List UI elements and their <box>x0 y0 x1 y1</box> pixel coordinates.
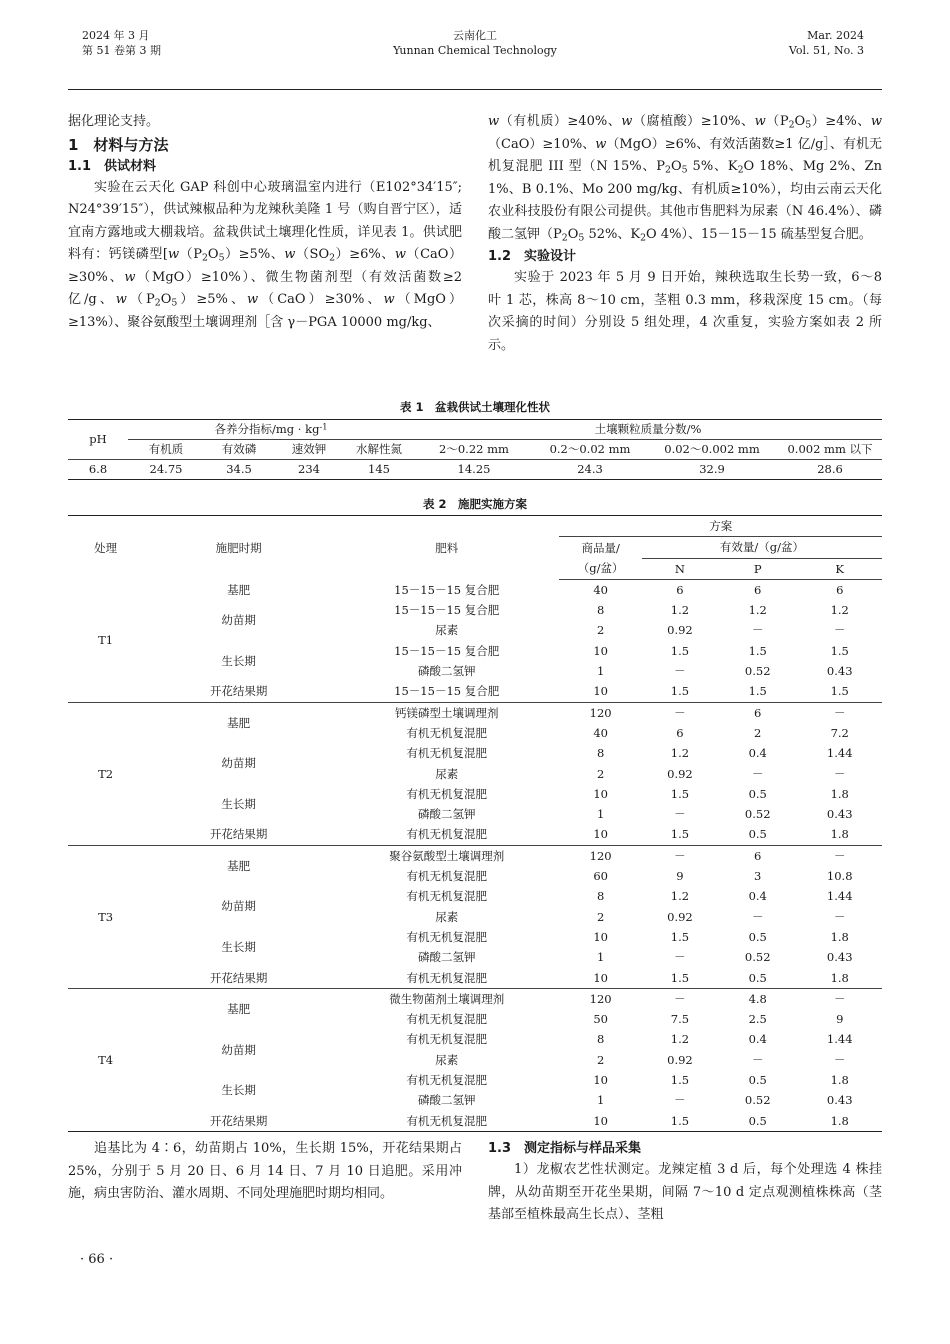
table2-cell: 聚谷氨酸型土壤调理剂 <box>389 848 505 863</box>
table1-cell: 145 <box>344 460 414 480</box>
table2-cell: 8 <box>596 603 605 618</box>
table2-cell: 0.4 <box>748 746 767 761</box>
subscript: 2 <box>640 231 647 243</box>
table2-cell: 1.5 <box>642 681 718 702</box>
table2-cell: 15－15－15 复合肥 <box>334 681 559 702</box>
table2-cell: 3 <box>754 869 762 884</box>
superscript: -1 <box>319 421 328 432</box>
subscript: 2 <box>561 231 568 243</box>
table1-col-header: 有机质 <box>128 440 204 460</box>
table1-soil-properties <box>68 419 882 480</box>
table2-cell: 10 <box>593 643 608 658</box>
table1-col-header: 0.002 mm 以下 <box>778 440 882 460</box>
var-w: w <box>870 114 882 129</box>
table2-cell: 1.5 <box>670 1073 690 1088</box>
table2-cell: 1 <box>596 664 605 679</box>
table2-cell: 6 <box>754 848 762 863</box>
table2-cell: － <box>833 623 846 638</box>
table1-cell: 28.6 <box>778 460 882 480</box>
table-row <box>68 886 882 906</box>
table2-cell: 10 <box>559 824 641 845</box>
var-w: w <box>115 292 127 307</box>
table2-cell: 15－15－15 复合肥 <box>394 603 500 618</box>
table2-cell: 有机无机复混肥 <box>406 1032 487 1047</box>
table2-cell: 10 <box>559 1111 641 1132</box>
table2-cell: 2 <box>596 1052 605 1067</box>
subscript: 5 <box>171 297 178 309</box>
table2-cell: － <box>674 807 686 822</box>
period-cell: 基肥 <box>227 1001 251 1016</box>
table2-cell: 0.5 <box>748 929 767 944</box>
table2-cell: 有机无机复混肥 <box>406 746 487 761</box>
table2-qty-unit: （g/盆） <box>559 558 641 579</box>
table2-cell: 1.2 <box>748 603 767 618</box>
table2-cell: 1.8 <box>797 1111 882 1132</box>
table2-cell: 0.43 <box>826 807 853 822</box>
table2-cell: 8 <box>596 889 605 904</box>
right-column-bottom <box>488 1138 882 1227</box>
var-w: w <box>394 247 406 262</box>
period-cell: 幼苗期 <box>221 899 256 914</box>
table2-cell: 9 <box>836 1012 844 1027</box>
table2-cell: 8 <box>596 1032 605 1047</box>
text-span: 实验在云天化 GAP 科创中心玻璃温室内进行（E102°34′15″; N24°39′15″），供试辣椒品种为龙辣秋美隆 1 号（购自晋宁区），适宜南方露地或大棚栽培。盆栽供试土壤理化性质，详见表 1。供试肥料有：钙镁磷型[ <box>68 179 462 262</box>
table2-cell: 1.8 <box>830 929 849 944</box>
issue-date-en: Mar. 2024 <box>807 29 864 42</box>
period-cell: 幼苗期 <box>221 756 256 771</box>
subscript: 2 <box>788 119 795 131</box>
table-row <box>68 579 882 600</box>
table2-cell: 10 <box>593 929 608 944</box>
table2-caption: 表 2 施肥实施方案 <box>422 497 527 511</box>
table2-cell: 6 <box>754 582 762 597</box>
table2-cell: － <box>674 705 686 720</box>
table2-cell: 有机无机复混肥 <box>406 869 487 884</box>
table2-qty-header: 商品量/ <box>581 540 620 555</box>
table2-cell: 15－15－15 复合肥 <box>394 643 500 658</box>
text-span: 5%、K <box>687 159 738 174</box>
table2-cell: 尿素 <box>435 766 459 781</box>
table1-cell: 24.3 <box>534 460 646 480</box>
table2-cell: 0.92 <box>667 909 693 924</box>
left-column-bottom <box>68 1138 462 1206</box>
table-row <box>68 988 882 1009</box>
table2-cell: 2 <box>754 725 762 740</box>
table2-cell: 120 <box>589 991 612 1006</box>
paragraph-design: 实验于 2023 年 5 月 9 日开始，辣秧选取生长势一致，6～8 叶 1 芯，株高 8～10 cm，茎粗 0.3 mm，移栽深度 15 cm。（每次采摘的时间）分别设 5 组处理，4 次重复，实验方案如表 2 所示。 <box>488 270 882 353</box>
paragraph-intro-end: 据化理论支持。 <box>68 114 160 129</box>
table1-cell: 34.5 <box>204 460 274 480</box>
table2-cell: 2.5 <box>748 1012 767 1027</box>
text-span: （P <box>765 114 789 129</box>
table2-cell: 6 <box>836 582 844 597</box>
paragraph-materials <box>68 177 462 335</box>
period-cell: 幼苗期 <box>221 613 256 628</box>
table-row <box>68 784 882 804</box>
table2-cell: 1.5 <box>670 786 690 801</box>
table2-cell: 120 <box>589 705 612 720</box>
table1-header-row-1 <box>68 420 882 440</box>
var-w: w <box>754 114 766 129</box>
table2-fertilization-plan <box>68 515 882 1132</box>
table2-n-header: N <box>642 558 718 579</box>
table1-col-header: 有效磷 <box>204 440 274 460</box>
table-row <box>68 702 882 723</box>
table1-group1-header <box>128 420 414 440</box>
table2-cell: 6 <box>676 582 684 597</box>
table2-cell: 磷酸二氢钾 <box>417 950 476 965</box>
table2-cell: 1.8 <box>797 968 882 989</box>
table1-cell: 6.8 <box>68 460 128 480</box>
paragraph-materials-cont <box>488 111 882 246</box>
table2-plan-header: 方案 <box>559 516 882 537</box>
table-row <box>68 641 882 661</box>
text-span: ）≥5%、 <box>177 292 247 307</box>
table2-cell: 有机无机复混肥 <box>406 725 487 740</box>
table2-cell: － <box>751 766 764 781</box>
var-w: w <box>124 269 136 285</box>
table2-cell: 2 <box>596 623 605 638</box>
text-span: ）≥6%、 <box>335 247 395 262</box>
table2-cell: － <box>833 766 846 781</box>
period-cell: 基肥 <box>227 715 251 730</box>
subscript: 5 <box>681 164 688 176</box>
table1-col-header: 2～0.22 mm <box>414 440 534 460</box>
table2-cell: － <box>833 1052 846 1067</box>
table2-cell: 1.44 <box>826 1032 853 1047</box>
table2-cell: 1.2 <box>670 889 690 904</box>
table2-cell: 尿素 <box>435 623 459 638</box>
text-span: （P <box>126 292 155 307</box>
table2-cell: 0.43 <box>826 664 853 679</box>
issue-date: 2024 年 3 月 <box>82 29 150 42</box>
table2-eff-header: 有效量/（g/盆） <box>642 537 882 558</box>
table2-cell: 有机无机复混肥 <box>334 968 559 989</box>
table2-cell: － <box>674 950 686 965</box>
period-cell: 生长期 <box>221 797 256 811</box>
table1-group2-header: 土壤颗粒质量分数/% <box>414 420 882 440</box>
period-cell: 幼苗期 <box>221 1042 256 1057</box>
text-span: 4%）、15－15－15 硫基型复合肥。 <box>656 226 872 242</box>
table2-cell: － <box>674 991 686 1006</box>
table2-cell: 0.52 <box>744 664 771 679</box>
table-row <box>68 1070 882 1090</box>
table2-cell: 40 <box>593 582 608 597</box>
table2-cell: 1.5 <box>670 643 690 658</box>
table2-cell: 10 <box>593 1073 608 1088</box>
table2-cell: 60 <box>593 869 608 884</box>
table-row <box>68 1029 882 1049</box>
table2-cell: － <box>674 1093 686 1108</box>
table2-cell: 1.5 <box>642 824 718 845</box>
table2-cell: － <box>833 909 846 924</box>
table2-time-header: 施肥时期 <box>143 516 334 580</box>
table2-cell: 4.8 <box>748 991 767 1006</box>
table1-col-header: 速效钾 <box>274 440 344 460</box>
table2-cell: 0.92 <box>667 623 693 638</box>
paragraph-topdressing: 追基比为 4∶6，幼苗期占 10%，生长期 15%，开花结果期占 25%，分别于 5 月 20 日、6 月 14 日、7 月 10 日追肥。采用冲施，病虫害防治、灌水周期、不同处理施肥时期均相同。 <box>68 1141 462 1201</box>
table2-cell: 10 <box>559 968 641 989</box>
table1-cell: 234 <box>274 460 344 480</box>
journal-title-en: Yunnan Chemical Technology <box>393 44 557 57</box>
table1-col-header: 水解性氮 <box>344 440 414 460</box>
table2-cell: 0.43 <box>826 950 853 965</box>
table2-cell: 0.43 <box>826 1093 853 1108</box>
table2-cell: 0.92 <box>667 1052 693 1067</box>
right-column-top <box>488 111 882 357</box>
treatment-cell: T4 <box>68 988 143 1131</box>
period-cell: 生长期 <box>221 940 256 955</box>
paragraph-measurement: 1）龙椒农艺性状测定。龙辣定植 3 d 后，每个处理选 4 株挂牌，从幼苗期至开花坐果期，间隔 7～10 d 定点观测植株株高（茎基部至植株最高生长点）、茎粗 <box>488 1162 882 1222</box>
text-span: （P <box>179 247 202 262</box>
table2-k-header: K <box>797 558 882 579</box>
table2-cell: 有机无机复混肥 <box>406 1073 487 1088</box>
section-heading-1-1: 1.1 供试材料 <box>68 158 157 174</box>
subscript: 2 <box>329 252 336 264</box>
period-cell: 生长期 <box>221 1083 256 1098</box>
table-row <box>68 1111 882 1132</box>
treatment-cell: T3 <box>68 845 143 988</box>
period-cell: 开花结果期 <box>143 968 334 989</box>
table2-fert-header: 肥料 <box>334 516 559 580</box>
text-span: （CaO）≥30%、 <box>258 292 384 307</box>
table2-cell: 1.5 <box>718 681 797 702</box>
text-span: ）≥5%、 <box>224 247 285 262</box>
period-cell: 开花结果期 <box>143 1111 334 1132</box>
table2-cell: 15－15－15 复合肥 <box>394 582 500 597</box>
table2-cell: 7.2 <box>830 725 849 740</box>
table1-header-row-2 <box>68 440 882 460</box>
section-heading-1-2: 1.2 实验设计 <box>488 249 577 264</box>
text-span: O <box>670 159 682 174</box>
table2-cell: 1.2 <box>670 1032 690 1047</box>
table2-cell: 尿素 <box>435 1052 459 1067</box>
table2-cell: 1 <box>596 1093 605 1108</box>
table2-cell: 0.52 <box>744 807 771 822</box>
table2-cell: － <box>751 623 764 638</box>
text-span: （CaO）≥10%、 <box>488 136 596 152</box>
table2-cell: 50 <box>593 1012 608 1027</box>
table2-cell: 120 <box>589 848 612 863</box>
table2-cell: 0.4 <box>748 889 767 904</box>
table-row <box>68 681 882 702</box>
text-span: （有机质）≥40%、 <box>499 114 622 129</box>
table-row <box>68 600 882 620</box>
table2-cell: 6 <box>676 725 684 740</box>
table2-cell: 微生物菌剂土壤调理剂 <box>389 991 505 1006</box>
text-span: O <box>567 226 579 242</box>
table2-cell: 0.5 <box>718 968 797 989</box>
table-row <box>68 743 882 763</box>
table2-cell: － <box>833 991 846 1006</box>
table2-cell: 0.92 <box>667 766 693 781</box>
table2-cell: 0.4 <box>748 1032 767 1047</box>
table2-cell: 1.8 <box>830 786 849 801</box>
text-span: （MgO）≥13%）、聚谷氨酸型土壤调理剂［含 γ－PGA 10000 mg/kg、 <box>68 292 462 330</box>
period-cell: 基肥 <box>227 858 251 873</box>
var-w: w <box>284 247 296 262</box>
journal-title-cn: 云南化工 <box>453 29 497 42</box>
table2-cell: － <box>833 848 846 863</box>
subscript: 5 <box>578 231 585 243</box>
table2-p-header: P <box>718 558 797 579</box>
table2-cell: 1 <box>596 807 605 822</box>
text-span: （SO <box>295 247 330 262</box>
table2-cell: 0.52 <box>744 950 771 965</box>
table-row <box>68 845 882 866</box>
table2-cell: 尿素 <box>435 909 459 924</box>
table2-cell: 0.5 <box>718 1111 797 1132</box>
subscript: 2 <box>665 164 671 176</box>
subscript: 2 <box>154 297 161 309</box>
table2-cell: － <box>674 848 686 863</box>
table2-cell: 1.2 <box>670 603 690 618</box>
table-row <box>68 968 882 989</box>
table2-cell: 40 <box>593 725 608 740</box>
subscript: 5 <box>218 252 225 264</box>
subscript: 2 <box>201 252 208 264</box>
table1-data-row <box>68 460 882 480</box>
table2-cell: 磷酸二氢钾 <box>417 664 476 679</box>
table2-cell: 1.8 <box>797 824 882 845</box>
table2-cell: 10.8 <box>826 869 853 884</box>
journal-date-volume-en <box>789 28 864 58</box>
subscript: 5 <box>805 119 812 131</box>
var-w: w <box>595 136 607 152</box>
table2-cell: 9 <box>676 869 684 884</box>
section-heading-1: 1 材料与方法 <box>68 135 169 154</box>
period-cell: 基肥 <box>227 582 251 597</box>
text-span: O <box>646 226 657 242</box>
period-cell: 开花结果期 <box>143 824 334 845</box>
table2-cell: － <box>751 909 764 924</box>
text-span: 各养分指标/mg · kg <box>214 422 320 436</box>
text-span: （腐植酸）≥10%、 <box>632 114 755 129</box>
table2-cell: 1.5 <box>642 968 718 989</box>
table1-caption: 表 1 盆栽供试土壤理化性状 <box>399 400 550 414</box>
table1-col-header: 0.2～0.02 mm <box>534 440 646 460</box>
table1-col-header: 0.02～0.002 mm <box>646 440 778 460</box>
var-w: w <box>621 114 633 129</box>
table2-cell: 有机无机复混肥 <box>406 786 487 801</box>
table2-cell: 10 <box>593 786 608 801</box>
table2-cell: 1.8 <box>830 1073 849 1088</box>
table2-cell: 1.2 <box>670 746 690 761</box>
table2-cell: 1.5 <box>830 643 849 658</box>
section-heading-1-3: 1.3 测定指标与样品采集 <box>488 1141 642 1156</box>
text-span: （MgO）≥10%）、微生物菌剂型（有效活菌数≥2 亿/g、 <box>68 269 462 307</box>
treatment-cell: T1 <box>68 579 143 702</box>
var-w: w <box>167 247 180 262</box>
period-cell: 生长期 <box>221 653 256 668</box>
table1-cell: 24.75 <box>128 460 204 480</box>
table2-cell: 0.5 <box>718 824 797 845</box>
table1-cell: 32.9 <box>646 460 778 480</box>
var-w: w <box>246 292 259 307</box>
table2-cell: － <box>674 664 686 679</box>
table2-cell: 2 <box>596 909 605 924</box>
var-w: w <box>488 114 500 129</box>
table1-cell: 14.25 <box>414 460 534 480</box>
table2-cell: 0.5 <box>748 1073 767 1088</box>
table2-cell: 1.2 <box>830 603 849 618</box>
table2-header-row-1 <box>68 516 882 537</box>
table2-cell: 0.5 <box>748 786 767 801</box>
table2-cell: 磷酸二氢钾 <box>417 1093 476 1108</box>
header-rule <box>68 89 882 90</box>
table2-cell: 1.5 <box>797 681 882 702</box>
table2-cell: 有机无机复混肥 <box>406 1012 487 1027</box>
volume-issue-en: Vol. 51, No. 3 <box>788 44 864 57</box>
table2-cell: 10 <box>559 681 641 702</box>
table2-cell: 有机无机复混肥 <box>334 1111 559 1132</box>
table2-cell: 有机无机复混肥 <box>406 929 487 944</box>
text-span: （MgO）≥6%、有效活菌数≥1 亿/g］、有机无机复混肥 III 型（N 15%、P <box>488 136 882 174</box>
table-row <box>68 824 882 845</box>
subscript: 2 <box>737 164 744 176</box>
table2-cell: － <box>833 705 846 720</box>
table2-cell: 有机无机复混肥 <box>406 889 487 904</box>
table2-treat-header: 处理 <box>68 516 143 580</box>
table2-cell: 1 <box>596 950 605 965</box>
var-w: w <box>383 292 395 307</box>
text-span: O <box>160 292 172 307</box>
table2-body <box>68 579 882 1131</box>
table-row <box>68 927 882 947</box>
text-span: O <box>207 247 219 262</box>
treatment-cell: T2 <box>68 702 143 845</box>
table2-cell: 1.5 <box>670 929 690 944</box>
table2-cell: 1.5 <box>642 1111 718 1132</box>
table2-cell: 1.5 <box>748 643 767 658</box>
text-span: O 18%、Mg 2%、Zn 1%、B 0.1%、Mo 200 mg/kg、有机质≥10%），均由云南云天化农业科技股份有限公司提供。其他市售肥料为尿素（N 46.4%）、磷酸二氢钾（P <box>488 159 883 242</box>
table2-cell: 有机无机复混肥 <box>334 824 559 845</box>
table1-ph-header: pH <box>68 420 128 460</box>
left-column-top <box>68 111 462 334</box>
table2-cell: － <box>751 1052 764 1067</box>
volume-issue: 第 51 卷第 3 期 <box>82 44 161 57</box>
table2-cell: 6 <box>754 705 762 720</box>
text-span: （CaO）≥30%、 <box>68 247 462 285</box>
period-cell: 开花结果期 <box>143 681 334 702</box>
page-number: · 66 · <box>80 1252 114 1267</box>
table2-cell: 8 <box>596 746 605 761</box>
table2-cell: 2 <box>596 766 605 781</box>
text-span: 52%、K <box>584 226 641 242</box>
table2-cell: 1.44 <box>826 889 853 904</box>
table2-cell: 1.44 <box>826 746 853 761</box>
table2-cell: 磷酸二氢钾 <box>417 807 476 822</box>
text-span: O <box>794 114 806 129</box>
table2-cell: 7.5 <box>670 1012 690 1027</box>
table2-cell: 钙镁磷型土壤调理剂 <box>394 705 499 720</box>
table2-cell: 0.52 <box>744 1093 771 1108</box>
text-span: ）≥4%、 <box>811 114 871 129</box>
